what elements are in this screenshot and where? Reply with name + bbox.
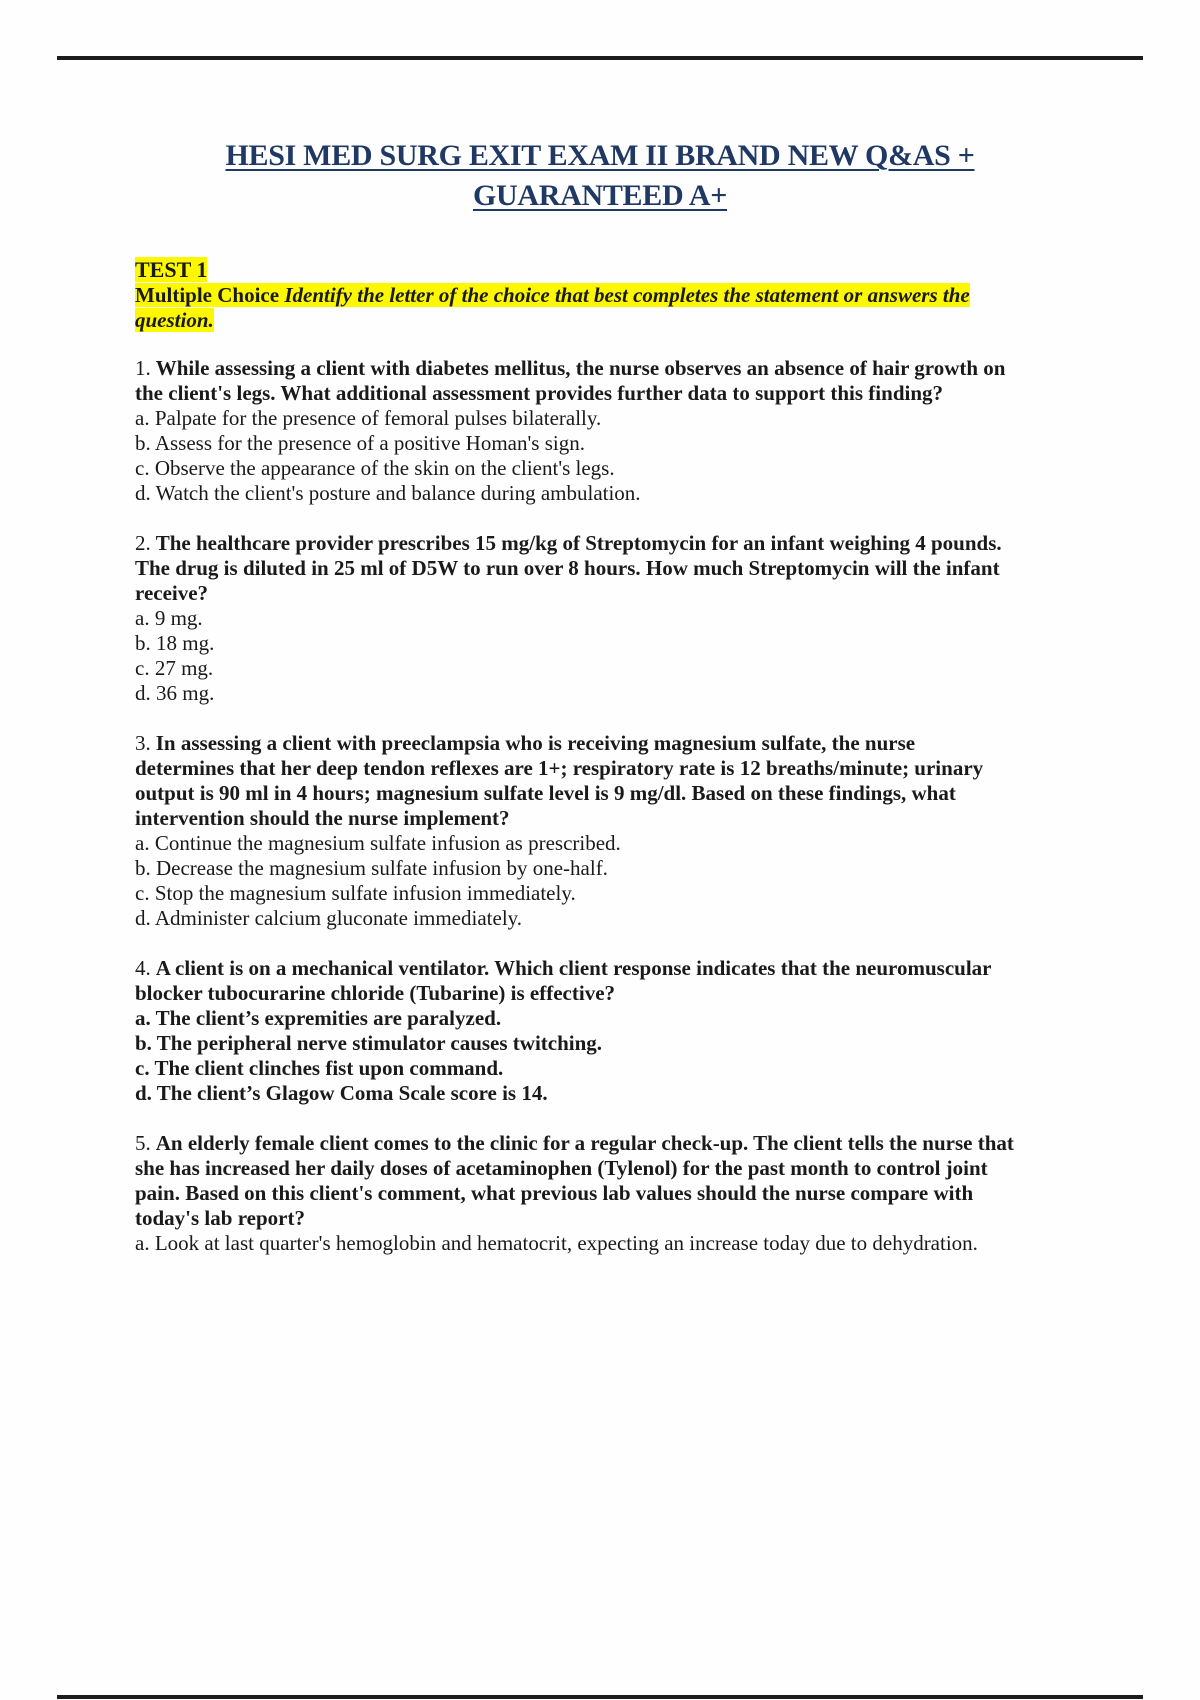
option-line: c. Observe the appearance of the skin on the client's legs. <box>135 456 615 480</box>
question-text <box>135 1131 1015 1231</box>
question-number: 1. <box>135 356 151 380</box>
bottom-rule <box>57 1695 1143 1699</box>
question-block <box>135 531 1015 706</box>
page-title <box>0 0 1200 216</box>
question-number: 4. <box>135 956 151 980</box>
title-line-1: HESI MED SURG EXIT EXAM II BRAND NEW Q&AS + <box>225 139 975 172</box>
question-number: 5. <box>135 1131 151 1155</box>
question-number: 3. <box>135 731 151 755</box>
question-text <box>135 956 1015 1006</box>
option-line: a. Continue the magnesium sulfate infusion as prescribed. <box>135 831 621 855</box>
question-body: A client is on a mechanical ventilator. Which client response indicates that the neuromuscular blocker tubocurarine chloride (Tubarine) is effective? <box>135 956 992 1005</box>
option-line: d. Watch the client's posture and balance during ambulation. <box>135 481 641 505</box>
title-line-2: GUARANTEED A+ <box>472 179 728 212</box>
option-line: c. Stop the magnesium sulfate infusion immediately. <box>135 881 576 905</box>
top-rule <box>57 56 1143 60</box>
section-label <box>135 257 1015 283</box>
question-block <box>135 731 1015 931</box>
question-text <box>135 731 1015 831</box>
instructions-text: Identify the letter of the choice that best completes the statement or answers the <box>284 283 970 307</box>
instructions <box>135 283 1015 333</box>
option-line: a. Look at last quarter's hemoglobin and hematocrit, expecting an increase today due to dehydration. <box>135 1231 978 1255</box>
option-line: b. 18 mg. <box>135 631 215 655</box>
question-list <box>135 356 1015 1256</box>
option-line: b. Assess for the presence of a positive Homan's sign. <box>135 431 585 455</box>
option-line: c. The client clinches fist upon command. <box>135 1056 504 1080</box>
document-body <box>135 257 1015 1256</box>
question-body: While assessing a client with diabetes mellitus, the nurse observes an absence of hair growth on the client's legs. What additional assessment provides further data to support this finding? <box>135 356 1006 405</box>
question-body: The healthcare provider prescribes 15 mg/kg of Streptomycin for an infant weighing 4 pounds. The drug is diluted in 25 ml of D5W to run over 8 hours. How much Streptomycin will the infant receive? <box>135 531 1002 605</box>
option-line: c. 27 mg. <box>135 656 214 680</box>
option-line: d. Administer calcium gluconate immediately. <box>135 906 523 930</box>
question-block <box>135 356 1015 506</box>
question-body: In assessing a client with preeclampsia who is receiving magnesium sulfate, the nurse determines that her deep tendon reflexes are 1+; respiratory rate is 12 breaths/minute; urinary output is 90 ml in 4 hours; magnesium sulfate level is 9 mg/dl. Based on these findings, what intervention should the nurse implement? <box>135 731 984 830</box>
instructions-lead: Multiple Choice <box>135 283 280 307</box>
instructions-line-2 <box>135 308 1015 333</box>
section-label-text: TEST 1 <box>135 257 208 282</box>
option-line: b. Decrease the magnesium sulfate infusion by one-half. <box>135 856 608 880</box>
option-line: a. 9 mg. <box>135 606 203 630</box>
option-line: b. The peripheral nerve stimulator causes twitching. <box>135 1031 603 1055</box>
option-line: a. The client’s expremities are paralyzed. <box>135 1006 502 1030</box>
instructions-text-2: question. <box>135 308 214 332</box>
option-line: a. Palpate for the presence of femoral pulses bilaterally. <box>135 406 602 430</box>
question-text <box>135 531 1015 606</box>
instructions-line-1 <box>135 283 1015 308</box>
question-text <box>135 356 1015 406</box>
option-line: d. 36 mg. <box>135 681 215 705</box>
option-line: d. The client’s Glagow Coma Scale score is 14. <box>135 1081 548 1105</box>
question-block <box>135 1131 1015 1256</box>
question-block <box>135 956 1015 1106</box>
question-number: 2. <box>135 531 151 555</box>
question-body: An elderly female client comes to the clinic for a regular check-up. The client tells the nurse that she has increased her daily doses of acetaminophen (Tylenol) for the past month to control joint pain. Based on this client's comment, what previous lab values should the nurse compare with today's lab report? <box>135 1131 1014 1230</box>
